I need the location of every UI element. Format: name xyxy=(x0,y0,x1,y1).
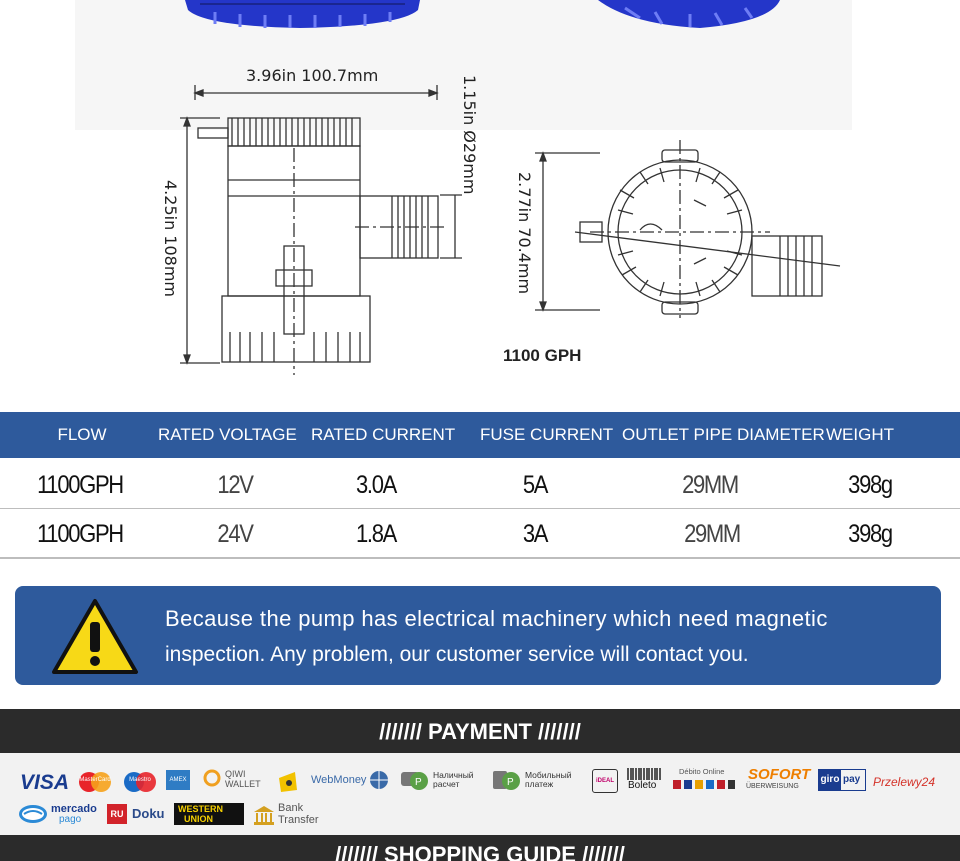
payment-logos xyxy=(0,753,960,835)
table-row xyxy=(0,509,960,559)
boleto-logo: Boleto xyxy=(626,768,664,792)
cell-outlet: 29MM xyxy=(682,471,738,499)
mercadopago-logo: mercado pago xyxy=(18,803,98,827)
header-flow: FLOW xyxy=(57,425,107,444)
outlet-dimension-label: 1.15in Ø29mm xyxy=(460,75,479,195)
notice-line-1: Because the pump has electrical machinery which need magnetic xyxy=(165,606,828,631)
cell-flow: 1100GPH xyxy=(37,520,123,548)
cell-current: 1.8A xyxy=(356,520,396,548)
shopping-guide-title-bar: /////// SHOPPING GUIDE /////// xyxy=(0,835,960,861)
przelewy24-logo: Przelewy24 xyxy=(873,775,936,789)
amex-logo: AMEX xyxy=(166,770,190,790)
webmoney-logo: WebMoney xyxy=(311,774,367,786)
table-row xyxy=(0,460,960,510)
ru-logo: RU xyxy=(107,804,127,824)
pump-drawing xyxy=(0,0,960,410)
ideal-logo: iDEAL xyxy=(592,769,618,793)
svg-text:P: P xyxy=(507,777,514,788)
cell-fuse: 5A xyxy=(522,471,548,499)
cell-voltage: 12V xyxy=(217,471,253,499)
sofort-logo: SOFORT ÜBERWEISUNG xyxy=(746,766,811,790)
cell-weight: 398g xyxy=(848,471,892,499)
visa-logo: VISA xyxy=(20,771,70,794)
model-label: 1100 GPH xyxy=(503,346,582,365)
cell-voltage: 24V xyxy=(217,520,253,548)
notice-line-2: inspection. Any problem, our customer service will contact you. xyxy=(165,643,749,666)
header-outlet-pipe-diameter: OUTLET PIPE DIAMETER xyxy=(622,425,825,444)
header-fuse-current: FUSE CURRENT xyxy=(480,425,614,444)
mobile-payment-logo: P Мобильный платеж xyxy=(492,769,582,795)
cash-payment-logo: P Наличный расчет xyxy=(400,769,484,795)
cell-flow: 1100GPH xyxy=(37,471,123,499)
top-view xyxy=(535,140,840,318)
cell-fuse: 3A xyxy=(522,520,548,548)
height-dimension-label: 4.25in 108mm xyxy=(161,180,180,298)
cell-outlet: 29MM xyxy=(684,520,740,548)
header-rated-current: RATED CURRENT xyxy=(311,425,456,444)
header-rated-voltage: RATED VOLTAGE xyxy=(158,425,297,444)
western-union-logo: WESTERN UNION xyxy=(174,803,244,825)
warning-icon xyxy=(51,598,139,676)
payment-title-bar: /////// PAYMENT /////// xyxy=(0,709,960,753)
warning-notice xyxy=(15,586,941,685)
spec-table-header xyxy=(0,412,960,458)
base-dimension-label: 2.77in 70.4mm xyxy=(515,172,534,295)
qiwi-logo: QIWI WALLET xyxy=(203,767,263,793)
width-dimension-label: 3.96in 100.7mm xyxy=(246,66,379,85)
maestro-logo: Maestro xyxy=(123,771,157,793)
mastercard-logo: MasterCard xyxy=(78,771,112,793)
debito-online-logo: Débito Online xyxy=(672,767,736,793)
cell-current: 3.0A xyxy=(356,471,396,499)
bank-transfer-logo: Bank Transfer xyxy=(253,802,323,828)
header-weight: WEIGHT xyxy=(826,425,894,444)
yandex-money-icon xyxy=(277,770,299,794)
cell-weight: 398g xyxy=(848,520,892,548)
giropay-logo: giro pay xyxy=(818,769,866,791)
dimension-diagram xyxy=(0,0,960,410)
svg-text:P: P xyxy=(415,777,422,788)
webmoney-globe-icon xyxy=(369,770,389,790)
doku-logo: Doku xyxy=(132,806,165,821)
